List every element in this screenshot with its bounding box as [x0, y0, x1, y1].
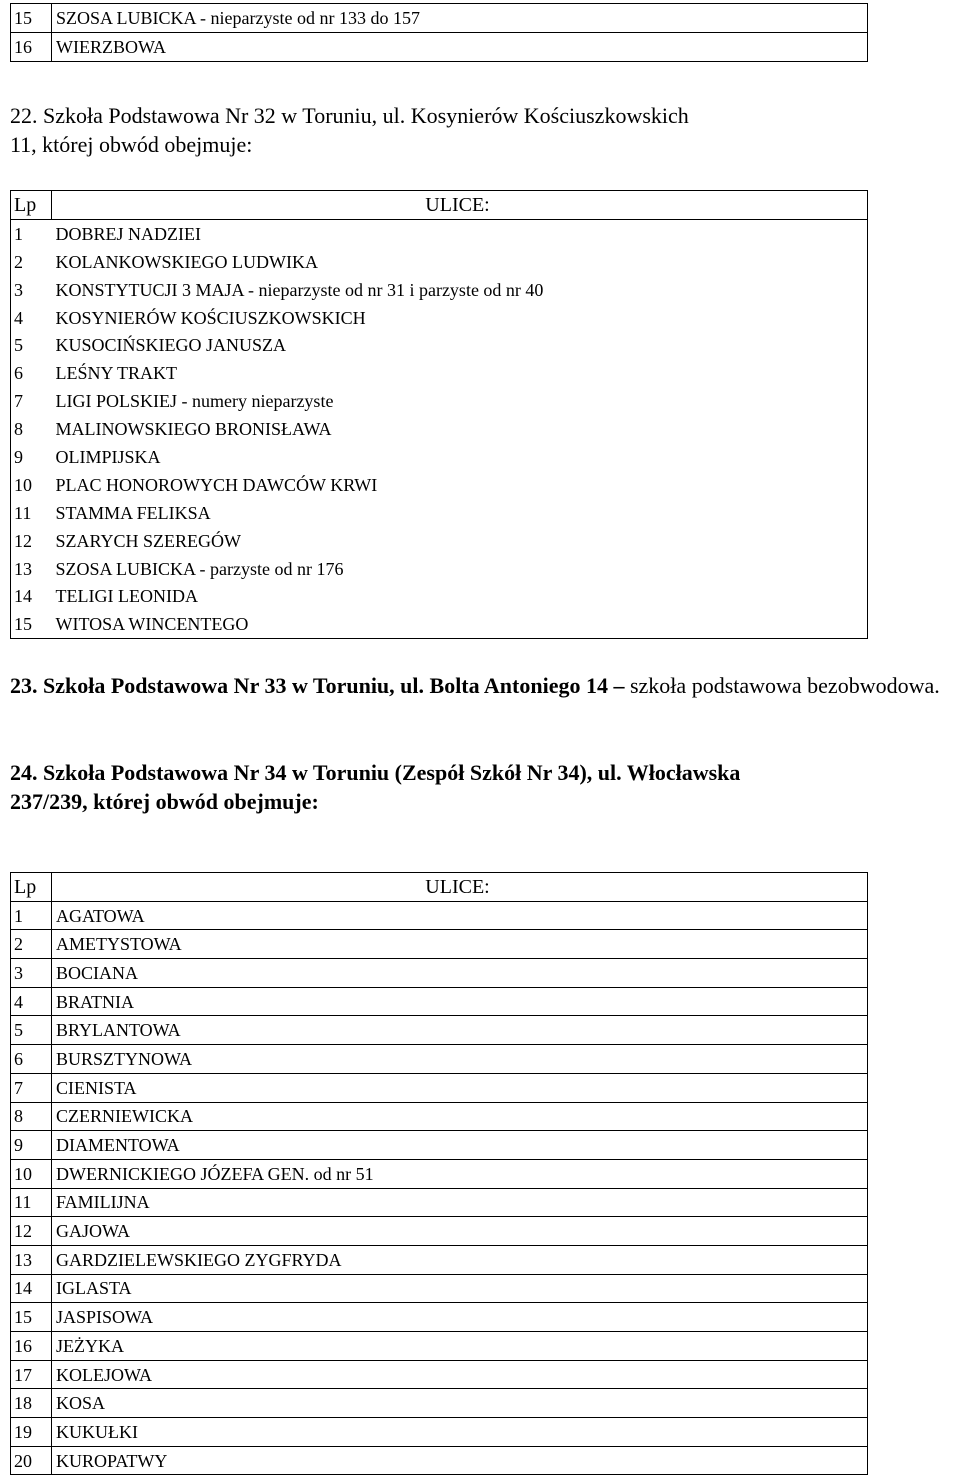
street-name: SZARYCH SZEREGÓW — [52, 527, 868, 555]
row-number: 14 — [11, 582, 52, 610]
table-row — [11, 1274, 868, 1303]
row-number: 13 — [11, 1245, 52, 1274]
street-name: JEŻYKA — [52, 1332, 868, 1361]
row-number: 19 — [11, 1418, 52, 1447]
row-number: 6 — [11, 359, 52, 387]
table-row — [11, 4, 868, 33]
street-name: KONSTYTUCJI 3 MAJA - nieparzyste od nr 31 i parzyste od nr 40 — [52, 276, 868, 304]
table-row — [11, 1303, 868, 1332]
table-row — [11, 471, 868, 499]
street-name: WITOSA WINCENTEGO — [52, 610, 868, 638]
table-row — [11, 1389, 868, 1418]
street-name: BRYLANTOWA — [52, 1016, 868, 1045]
table-row — [11, 987, 868, 1016]
street-name: IGLASTA — [52, 1274, 868, 1303]
table-row — [11, 930, 868, 959]
street-name: KOSYNIERÓW KOŚCIUSZKOWSKICH — [52, 304, 868, 332]
street-name: BRATNIA — [52, 987, 868, 1016]
section-24-heading-line2: 237/239, której obwód obejmuje: — [10, 789, 319, 814]
table-header-row — [11, 191, 868, 220]
street-name: FAMILIJNA — [52, 1188, 868, 1217]
street-name: WIERZBOWA — [52, 32, 868, 61]
row-number: 9 — [11, 1131, 52, 1160]
table-row — [11, 959, 868, 988]
table-row — [11, 1446, 868, 1475]
table-row — [11, 1045, 868, 1074]
row-number: 8 — [11, 415, 52, 443]
row-number: 2 — [11, 248, 52, 276]
row-number: 20 — [11, 1446, 52, 1475]
row-number: 3 — [11, 959, 52, 988]
street-name: GAJOWA — [52, 1217, 868, 1246]
row-number: 2 — [11, 930, 52, 959]
street-name: PLAC HONOROWYCH DAWCÓW KRWI — [52, 471, 868, 499]
street-name: DIAMENTOWA — [52, 1131, 868, 1160]
table-row — [11, 499, 868, 527]
street-name: OLIMPIJSKA — [52, 443, 868, 471]
street-name: KOLEJOWA — [52, 1360, 868, 1389]
row-number: 1 — [11, 219, 52, 247]
table-row — [11, 443, 868, 471]
street-name: CIENISTA — [52, 1073, 868, 1102]
street-name: DOBREJ NADZIEI — [52, 219, 868, 247]
table-row — [11, 219, 868, 247]
column-header-lp: Lp — [11, 873, 52, 902]
row-number: 1 — [11, 901, 52, 930]
table-row — [11, 248, 868, 276]
table-row — [11, 276, 868, 304]
row-number: 6 — [11, 1045, 52, 1074]
row-number: 15 — [11, 610, 52, 638]
table-row — [11, 415, 868, 443]
section-23-heading-bold: 23. Szkoła Podstawowa Nr 33 w Toruniu, ul. Bolta Antoniego 14 – — [10, 673, 625, 698]
street-name: MALINOWSKIEGO BRONISŁAWA — [52, 415, 868, 443]
table-row — [11, 610, 868, 638]
row-number: 13 — [11, 555, 52, 583]
row-number: 15 — [11, 4, 52, 33]
continuation-table — [10, 3, 868, 62]
row-number: 11 — [11, 1188, 52, 1217]
section-24-street-table — [10, 872, 868, 1475]
street-name: TELIGI LEONIDA — [52, 582, 868, 610]
street-name: DWERNICKIEGO JÓZEFA GEN. od nr 51 — [52, 1159, 868, 1188]
street-name: AMETYSTOWA — [52, 930, 868, 959]
table-row — [11, 304, 868, 332]
table-row — [11, 1102, 868, 1131]
row-number: 10 — [11, 1159, 52, 1188]
row-number: 10 — [11, 471, 52, 499]
section-24-heading — [10, 758, 960, 816]
table-row — [11, 387, 868, 415]
section-23-heading — [10, 671, 960, 700]
row-number: 14 — [11, 1274, 52, 1303]
street-name: JASPISOWA — [52, 1303, 868, 1332]
street-name: CZERNIEWICKA — [52, 1102, 868, 1131]
row-number: 16 — [11, 1332, 52, 1361]
row-number: 4 — [11, 304, 52, 332]
street-name: STAMMA FELIKSA — [52, 499, 868, 527]
row-number: 9 — [11, 443, 52, 471]
street-name: KUSOCIŃSKIEGO JANUSZA — [52, 331, 868, 359]
table-row — [11, 1217, 868, 1246]
table-row — [11, 1073, 868, 1102]
section-24-heading-line1: 24. Szkoła Podstawowa Nr 34 w Toruniu (Zespół Szkół Nr 34), ul. Włocławska — [10, 760, 741, 785]
row-number: 12 — [11, 527, 52, 555]
table-row — [11, 1332, 868, 1361]
street-name: SZOSA LUBICKA - parzyste od nr 176 — [52, 555, 868, 583]
column-header-lp: Lp — [11, 191, 52, 220]
table-row — [11, 582, 868, 610]
street-name: LEŚNY TRAKT — [52, 359, 868, 387]
street-name: KUKUŁKI — [52, 1418, 868, 1447]
row-number: 17 — [11, 1360, 52, 1389]
row-number: 8 — [11, 1102, 52, 1131]
table-row — [11, 32, 868, 61]
table-row — [11, 527, 868, 555]
row-number: 16 — [11, 32, 52, 61]
table-row — [11, 1360, 868, 1389]
row-number: 7 — [11, 1073, 52, 1102]
row-number: 4 — [11, 987, 52, 1016]
row-number: 5 — [11, 331, 52, 359]
table-row — [11, 555, 868, 583]
street-name: KUROPATWY — [52, 1446, 868, 1475]
street-name: AGATOWA — [52, 901, 868, 930]
street-name: KOLANKOWSKIEGO LUDWIKA — [52, 248, 868, 276]
column-header-streets: ULICE: — [52, 191, 868, 220]
section-22-heading-line1: 22. Szkoła Podstawowa Nr 32 w Toruniu, ul. Kosynierów Kościuszkowskich — [10, 103, 689, 128]
table-row — [11, 1159, 868, 1188]
row-number: 18 — [11, 1389, 52, 1418]
table-row — [11, 1418, 868, 1447]
table-row — [11, 1016, 868, 1045]
street-name: BOCIANA — [52, 959, 868, 988]
street-name: BURSZTYNOWA — [52, 1045, 868, 1074]
street-name: LIGI POLSKIEJ - numery nieparzyste — [52, 387, 868, 415]
row-number: 3 — [11, 276, 52, 304]
row-number: 15 — [11, 1303, 52, 1332]
column-header-streets: ULICE: — [52, 873, 868, 902]
table-row — [11, 901, 868, 930]
table-row — [11, 331, 868, 359]
street-name: KOSA — [52, 1389, 868, 1418]
table-row — [11, 1131, 868, 1160]
row-number: 7 — [11, 387, 52, 415]
street-name: GARDZIELEWSKIEGO ZYGFRYDA — [52, 1245, 868, 1274]
row-number: 11 — [11, 499, 52, 527]
table-row — [11, 359, 868, 387]
street-name: SZOSA LUBICKA - nieparzyste od nr 133 do 157 — [52, 4, 868, 33]
section-22-heading-line2: 11, której obwód obejmuje: — [10, 132, 253, 157]
row-number: 12 — [11, 1217, 52, 1246]
row-number: 5 — [11, 1016, 52, 1045]
section-23-heading-plain: szkoła podstawowa bezobwodowa. — [624, 673, 940, 698]
table-header-row — [11, 873, 868, 902]
table-row — [11, 1245, 868, 1274]
section-22-heading — [10, 101, 960, 159]
section-22-street-table — [10, 190, 868, 639]
table-row — [11, 1188, 868, 1217]
